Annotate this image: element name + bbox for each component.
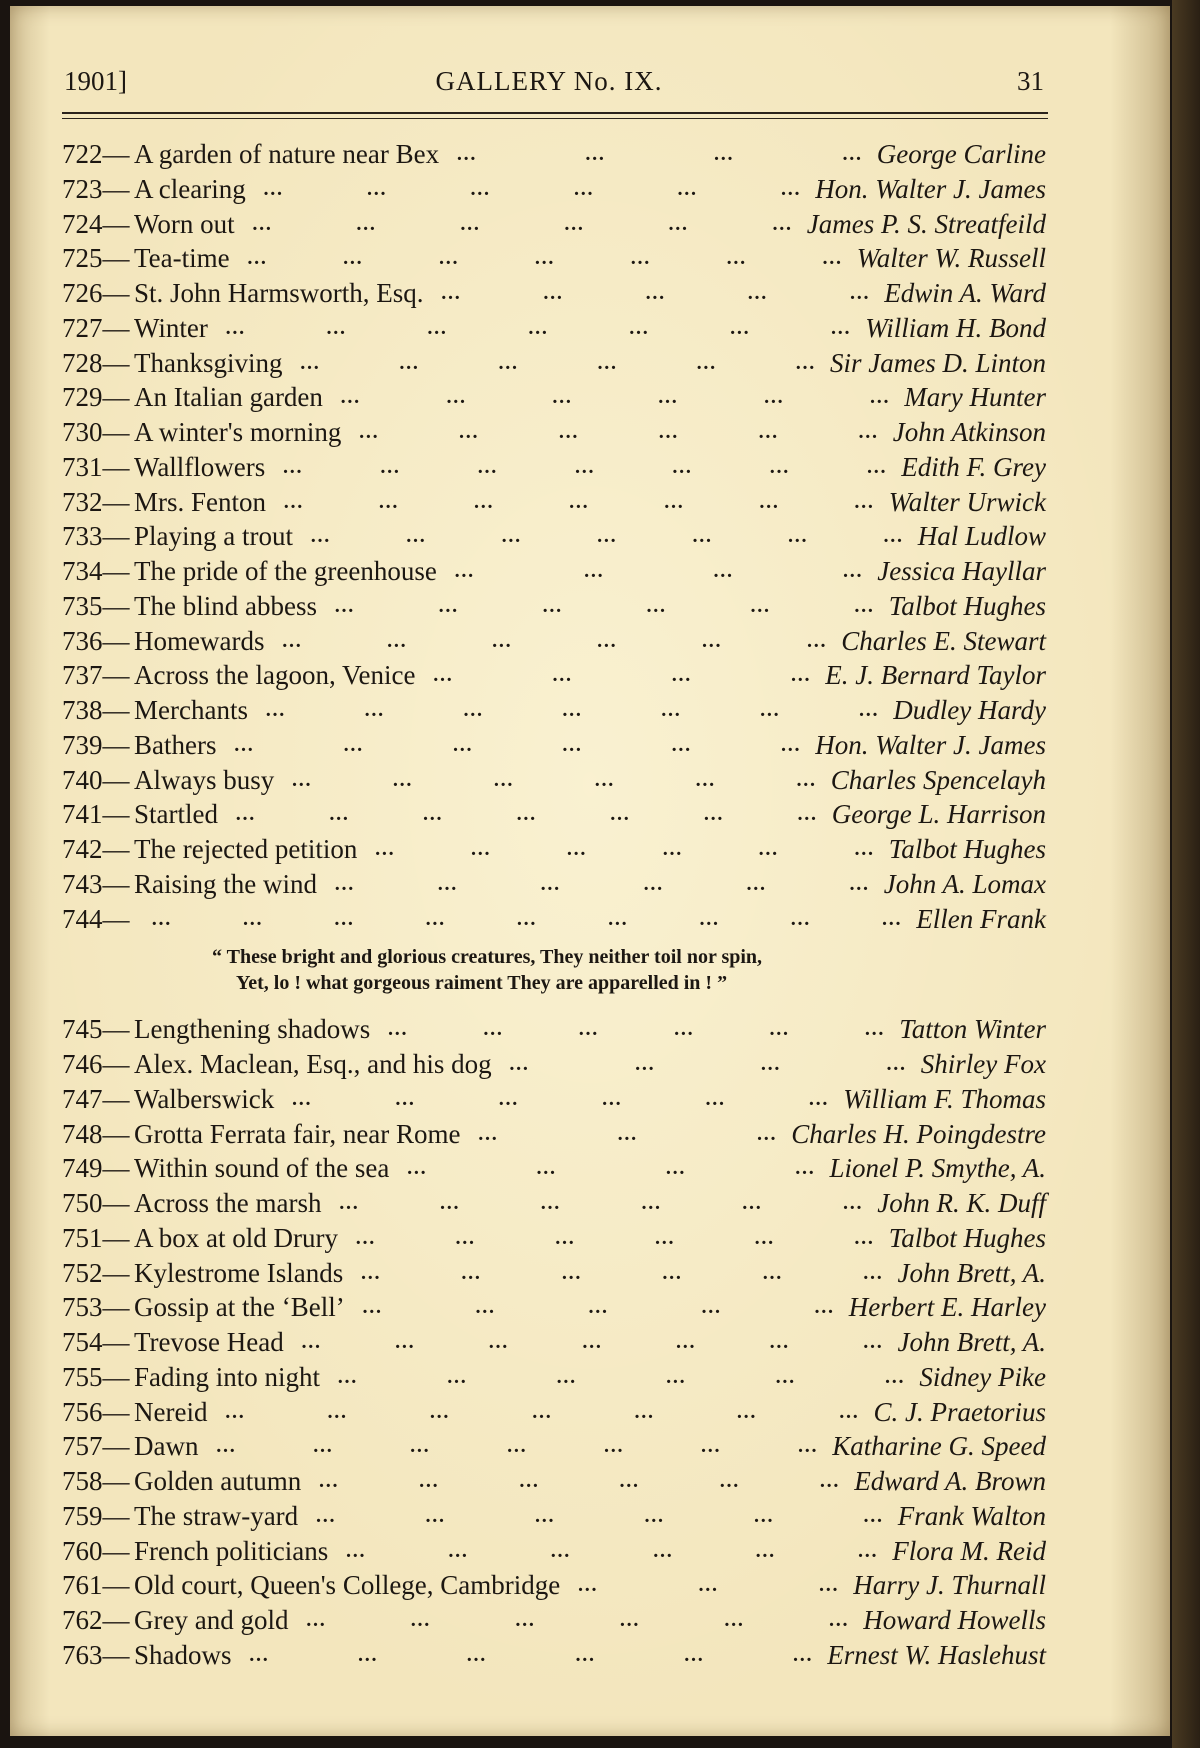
- entry-artist: Lionel P. Smythe, A.: [829, 1153, 1046, 1184]
- header-year: 1901]: [64, 66, 127, 96]
- catalogue-entry: [62, 241, 1050, 276]
- entry-number: 737—: [62, 660, 130, 691]
- entry-number: 738—: [62, 695, 130, 725]
- entry-artist: Talbot Hughes: [888, 590, 1046, 621]
- dot-leader: … … … … … … …: [309, 525, 903, 548]
- catalogue-entry: [62, 1186, 1050, 1221]
- dot-leader: … … … … …: [361, 1296, 834, 1319]
- entry-artist: George L. Harrison: [831, 799, 1046, 830]
- entry-number: 750—: [62, 1188, 130, 1218]
- entry-number: 724—: [62, 208, 130, 239]
- entry-artist: Walter Urwick: [888, 486, 1046, 517]
- entry-number: 743—: [62, 868, 130, 899]
- dot-leader: … … … … … …: [374, 838, 874, 860]
- entry-number: 730—: [62, 417, 130, 447]
- entry-title: A clearing: [134, 173, 246, 204]
- catalogue-entry: [62, 1638, 1050, 1673]
- dot-leader: … … … … … …: [318, 1470, 840, 1492]
- dot-leader: … … … … … …: [334, 872, 869, 895]
- entry-number: 744—: [62, 903, 130, 934]
- entry-title: Lengthening shadows: [134, 1014, 371, 1045]
- entry-artist: Edward A. Brown: [854, 1466, 1046, 1496]
- entry-number: 760—: [62, 1535, 130, 1566]
- dot-leader: … … … … … …: [360, 1261, 883, 1284]
- entry-number: 726—: [62, 278, 130, 308]
- entry-number: 740—: [62, 764, 130, 795]
- catalogue-entry: [62, 1290, 1050, 1325]
- header-rule-thin: [62, 118, 1048, 119]
- catalogue-entry: [62, 1360, 1050, 1395]
- entry-artist: George Carline: [876, 139, 1046, 169]
- entry-title: A box at old Drury: [134, 1222, 338, 1253]
- catalogue-entry: [62, 1499, 1050, 1534]
- entry-number: 735—: [62, 590, 130, 621]
- entry-number: 729—: [62, 382, 130, 413]
- entry-title: Playing a trout: [134, 521, 293, 552]
- catalogue-entry: [62, 728, 1050, 763]
- entry-artist: James P. S. Streatfeild: [806, 208, 1046, 239]
- entry-title: Nereid: [134, 1396, 208, 1427]
- catalogue-entry: [62, 902, 1050, 937]
- catalogue-entry: [62, 519, 1050, 554]
- entry-title: Old court, Queen's College, Cambridge: [134, 1570, 561, 1601]
- dot-leader: … … … … … …: [233, 733, 801, 756]
- catalogue-entry: [62, 1429, 1050, 1464]
- entry-artist: Katharine G. Speed: [832, 1431, 1046, 1462]
- catalogue-list-part-b: [62, 1012, 1050, 1672]
- catalogue-entry: [62, 1464, 1050, 1499]
- entry-number: 761—: [62, 1570, 130, 1601]
- entry-artist: Ernest W. Haslehust: [827, 1639, 1046, 1670]
- entry-title: Thanksgiving: [134, 347, 283, 378]
- catalogue-list: [62, 137, 1050, 1673]
- catalogue-entry: [62, 1395, 1050, 1430]
- catalogue-entry: [62, 415, 1050, 450]
- entry-artist: Herbert E. Harley: [848, 1292, 1046, 1323]
- entry-title: St. John Harmsworth, Esq.: [134, 278, 424, 308]
- entry-number: 748—: [62, 1118, 130, 1149]
- entry-artist: William H. Bond: [865, 312, 1046, 343]
- dot-leader: … … … … … …: [338, 1192, 863, 1214]
- entry-number: 755—: [62, 1361, 130, 1392]
- dot-leader: … … … … … …: [315, 1504, 883, 1527]
- entry-artist: Flora M. Reid: [892, 1535, 1046, 1566]
- quote-line-1: “ These bright and glorious creatures, They neither toil nor spin,: [212, 946, 763, 969]
- catalogue-entry: [62, 380, 1050, 415]
- entry-number: 733—: [62, 521, 130, 552]
- dot-leader: … … … … … … …: [234, 803, 817, 826]
- entry-title: Mrs. Fenton: [134, 486, 267, 517]
- entry-artist: Hal Ludlow: [917, 521, 1046, 552]
- entry-title: A winter's morning: [134, 417, 342, 447]
- entry-title: Startled: [134, 799, 218, 830]
- entry-number: 745—: [62, 1014, 130, 1045]
- entry-title: Kylestrome Islands: [134, 1257, 344, 1288]
- entry-title: Alex. Maclean, Esq., and his dog: [134, 1049, 492, 1079]
- entry-number: 725—: [62, 243, 130, 274]
- entry-artist: Charles Spencelayh: [830, 764, 1046, 795]
- entry-artist: Sidney Pike: [919, 1361, 1046, 1392]
- catalogue-entry: [62, 207, 1050, 242]
- entry-number: 752—: [62, 1257, 130, 1288]
- entry-title: Raising the wind: [134, 868, 317, 899]
- dot-leader: … … … … … …: [299, 351, 815, 374]
- entry-number: 741—: [62, 799, 130, 830]
- dot-leader: … … … … … …: [337, 1365, 905, 1388]
- entry-title: Merchants: [134, 695, 248, 725]
- entry-title: Worn out: [134, 208, 235, 239]
- catalogue-entry: [62, 624, 1050, 659]
- entry-title: Grotta Ferrata fair, near Rome: [134, 1118, 461, 1149]
- entry-number: 728—: [62, 347, 130, 378]
- entry-artist: Walter W. Russell: [856, 243, 1046, 274]
- entry-artist: Charles H. Poingdestre: [791, 1118, 1046, 1149]
- catalogue-entry: [62, 1012, 1050, 1047]
- catalogue-entry: [62, 867, 1050, 902]
- page-header: [54, 66, 1044, 100]
- dot-leader: … … … … … … …: [264, 699, 879, 721]
- dot-leader: … … … … … … …: [224, 316, 851, 339]
- dot-leader: … … … … … …: [248, 1643, 813, 1666]
- entry-title: Across the lagoon, Venice: [134, 660, 416, 691]
- entry-title: Walberswick: [134, 1083, 275, 1114]
- entry-number: 734—: [62, 556, 130, 586]
- dot-leader: … … … … … …: [358, 421, 878, 443]
- dot-leader: … … … … … …: [251, 212, 792, 235]
- entry-number: 742—: [62, 834, 130, 864]
- entry-number: 759—: [62, 1500, 130, 1531]
- entry-title: The pride of the greenhouse: [134, 556, 437, 586]
- entry-title: Bathers: [134, 729, 217, 760]
- entry-number: 731—: [62, 451, 130, 482]
- dot-leader: … … … … … …: [281, 629, 827, 652]
- dot-leader: … … … … … …: [291, 1087, 829, 1110]
- entry-artist: Ellen Frank: [916, 903, 1046, 934]
- dot-leader: … … … … … …: [291, 768, 816, 791]
- page-number: 31: [1017, 66, 1044, 96]
- dot-leader: … … … … … …: [305, 1609, 849, 1631]
- quote-line-2: Yet, lo ! what gorgeous raiment They are apparelled in ! ”: [236, 972, 728, 995]
- entry-artist: Talbot Hughes: [888, 1222, 1046, 1253]
- dot-leader: … … … … … …: [354, 1226, 874, 1249]
- dot-leader: … … … … … … …: [215, 1435, 818, 1458]
- catalogue-entry: [62, 172, 1050, 207]
- dot-leader: … … … …: [456, 143, 862, 165]
- dot-leader: … … … … … …: [387, 1018, 885, 1041]
- catalogue-entry: [62, 450, 1050, 485]
- dot-leader: … … … …: [508, 1053, 906, 1075]
- entry-number: 722—: [62, 139, 130, 169]
- entry-title: Fading into night: [134, 1361, 321, 1392]
- catalogue-entry: [62, 276, 1050, 311]
- entry-title: The blind abbess: [134, 590, 317, 621]
- entry-title: Homewards: [134, 625, 265, 656]
- catalogue-entry: [62, 693, 1050, 728]
- dot-leader: … … … … … …: [262, 177, 801, 200]
- catalogue-entry: [62, 1256, 1050, 1291]
- entry-number: 727—: [62, 312, 130, 343]
- entry-title: Gossip at the ‘Bell’: [134, 1292, 345, 1323]
- catalogue-entry: [62, 137, 1050, 172]
- catalogue-entry: [62, 1151, 1050, 1186]
- catalogue-entry: [62, 658, 1050, 693]
- entry-number: 753—: [62, 1292, 130, 1323]
- catalogue-entry: [62, 797, 1050, 832]
- dot-leader: … … …: [577, 1574, 839, 1597]
- entry-artist: Hon. Walter J. James: [815, 173, 1046, 204]
- entry-title: Shadows: [134, 1639, 232, 1670]
- entry-artist: Dudley Hardy: [893, 695, 1046, 725]
- entry-number: 757—: [62, 1431, 130, 1462]
- dot-leader: … … … … … …: [333, 594, 874, 617]
- entry-number: 732—: [62, 486, 130, 517]
- catalogue-list-part-a: [62, 137, 1050, 936]
- entry-number: 736—: [62, 625, 130, 656]
- entry-title: Always busy: [134, 764, 275, 795]
- entry-artist: William F. Thomas: [843, 1083, 1046, 1114]
- entry-744-quotation: [62, 936, 1050, 1012]
- catalogue-entry: [62, 554, 1050, 589]
- entry-number: 763—: [62, 1639, 130, 1670]
- catalogue-entry: [62, 832, 1050, 867]
- catalogue-entry: [62, 1534, 1050, 1569]
- book-spine-edge: [1172, 0, 1200, 1748]
- dot-leader: … … …: [477, 1122, 777, 1145]
- entry-artist: Sir James D. Linton: [830, 347, 1046, 378]
- header-gallery-title: GALLERY No. IX.: [435, 66, 663, 96]
- catalogue-entry: [62, 485, 1050, 520]
- entry-title: Across the marsh: [134, 1188, 322, 1218]
- entry-artist: Mary Hunter: [904, 382, 1046, 413]
- entry-number: 739—: [62, 729, 130, 760]
- dot-leader: … … … …: [453, 560, 863, 582]
- entry-title: Winter: [134, 312, 208, 343]
- entry-artist: Howard Howells: [863, 1605, 1046, 1635]
- catalogue-entry: [62, 1603, 1050, 1638]
- entry-artist: John Brett, A.: [897, 1327, 1046, 1357]
- entry-artist: John Brett, A.: [897, 1257, 1046, 1288]
- dot-leader: … … … … … … …: [246, 247, 842, 270]
- entry-artist: John R. K. Duff: [877, 1188, 1046, 1218]
- entry-number: 762—: [62, 1605, 130, 1635]
- entry-artist: Edith F. Grey: [901, 451, 1046, 482]
- entry-title: Within sound of the sea: [134, 1153, 390, 1184]
- entry-number: 751—: [62, 1222, 130, 1253]
- dot-leader: … … … … … … …: [283, 490, 874, 513]
- entry-title: Tea-time: [134, 243, 230, 274]
- entry-number: 749—: [62, 1153, 130, 1184]
- header-rule-thick: [62, 112, 1048, 114]
- entry-number: 754—: [62, 1327, 130, 1357]
- catalogue-entry: [62, 1117, 1050, 1152]
- entry-artist: Edwin A. Ward: [884, 278, 1046, 308]
- dot-leader: … … … …: [406, 1157, 815, 1180]
- entry-artist: Tatton Winter: [899, 1014, 1046, 1045]
- dot-leader: … … … …: [432, 664, 811, 687]
- entry-artist: Talbot Hughes: [888, 834, 1046, 864]
- entry-number: 723—: [62, 173, 130, 204]
- catalogue-entry: [62, 1082, 1050, 1117]
- catalogue-entry: [62, 763, 1050, 798]
- entry-artist: E. J. Bernard Taylor: [825, 660, 1046, 691]
- catalogue-entry: [62, 1325, 1050, 1360]
- entry-artist: Jessica Hayllar: [877, 556, 1046, 586]
- entry-artist: Hon. Walter J. James: [815, 729, 1046, 760]
- entry-title: Golden autumn: [134, 1466, 302, 1496]
- dot-leader: … … … … … … … … …: [151, 907, 902, 930]
- entry-title: Wallflowers: [134, 451, 266, 482]
- dot-leader: … … … … … …: [339, 386, 890, 409]
- dot-leader: … … … … … … …: [300, 1331, 883, 1353]
- entry-title: An Italian garden: [134, 382, 323, 413]
- entry-title: French politicians: [134, 1535, 329, 1566]
- entry-title: The straw-yard: [134, 1500, 299, 1531]
- dot-leader: … … … … … …: [345, 1539, 878, 1562]
- catalogue-entry: [62, 1047, 1050, 1082]
- entry-artist: C. J. Praetorius: [873, 1396, 1046, 1427]
- entry-title: Dawn: [134, 1431, 199, 1462]
- catalogue-entry: [62, 346, 1050, 381]
- catalogue-entry: [62, 589, 1050, 624]
- entry-number: 746—: [62, 1049, 130, 1079]
- entry-artist: Frank Walton: [897, 1500, 1046, 1531]
- entry-number: 758—: [62, 1466, 130, 1496]
- catalogue-entry: [62, 311, 1050, 346]
- entry-artist: Shirley Fox: [920, 1049, 1046, 1079]
- entry-title: A garden of nature near Bex: [134, 139, 440, 169]
- entry-title: Trevose Head: [134, 1327, 284, 1357]
- dot-leader: … … … … …: [440, 282, 870, 304]
- catalogue-entry: [62, 1221, 1050, 1256]
- entry-artist: John A. Lomax: [883, 868, 1046, 899]
- dot-leader: … … … … … … …: [282, 455, 887, 478]
- entry-artist: Harry J. Thurnall: [853, 1570, 1046, 1601]
- catalogue-entry: [62, 1568, 1050, 1603]
- entry-title: The rejected petition: [134, 834, 358, 864]
- entry-title: Grey and gold: [134, 1605, 289, 1635]
- entry-artist: John Atkinson: [892, 417, 1046, 447]
- entry-number: 747—: [62, 1083, 130, 1114]
- entry-artist: Charles E. Stewart: [841, 625, 1046, 656]
- entry-number: 756—: [62, 1396, 130, 1427]
- dot-leader: … … … … … … …: [224, 1400, 859, 1423]
